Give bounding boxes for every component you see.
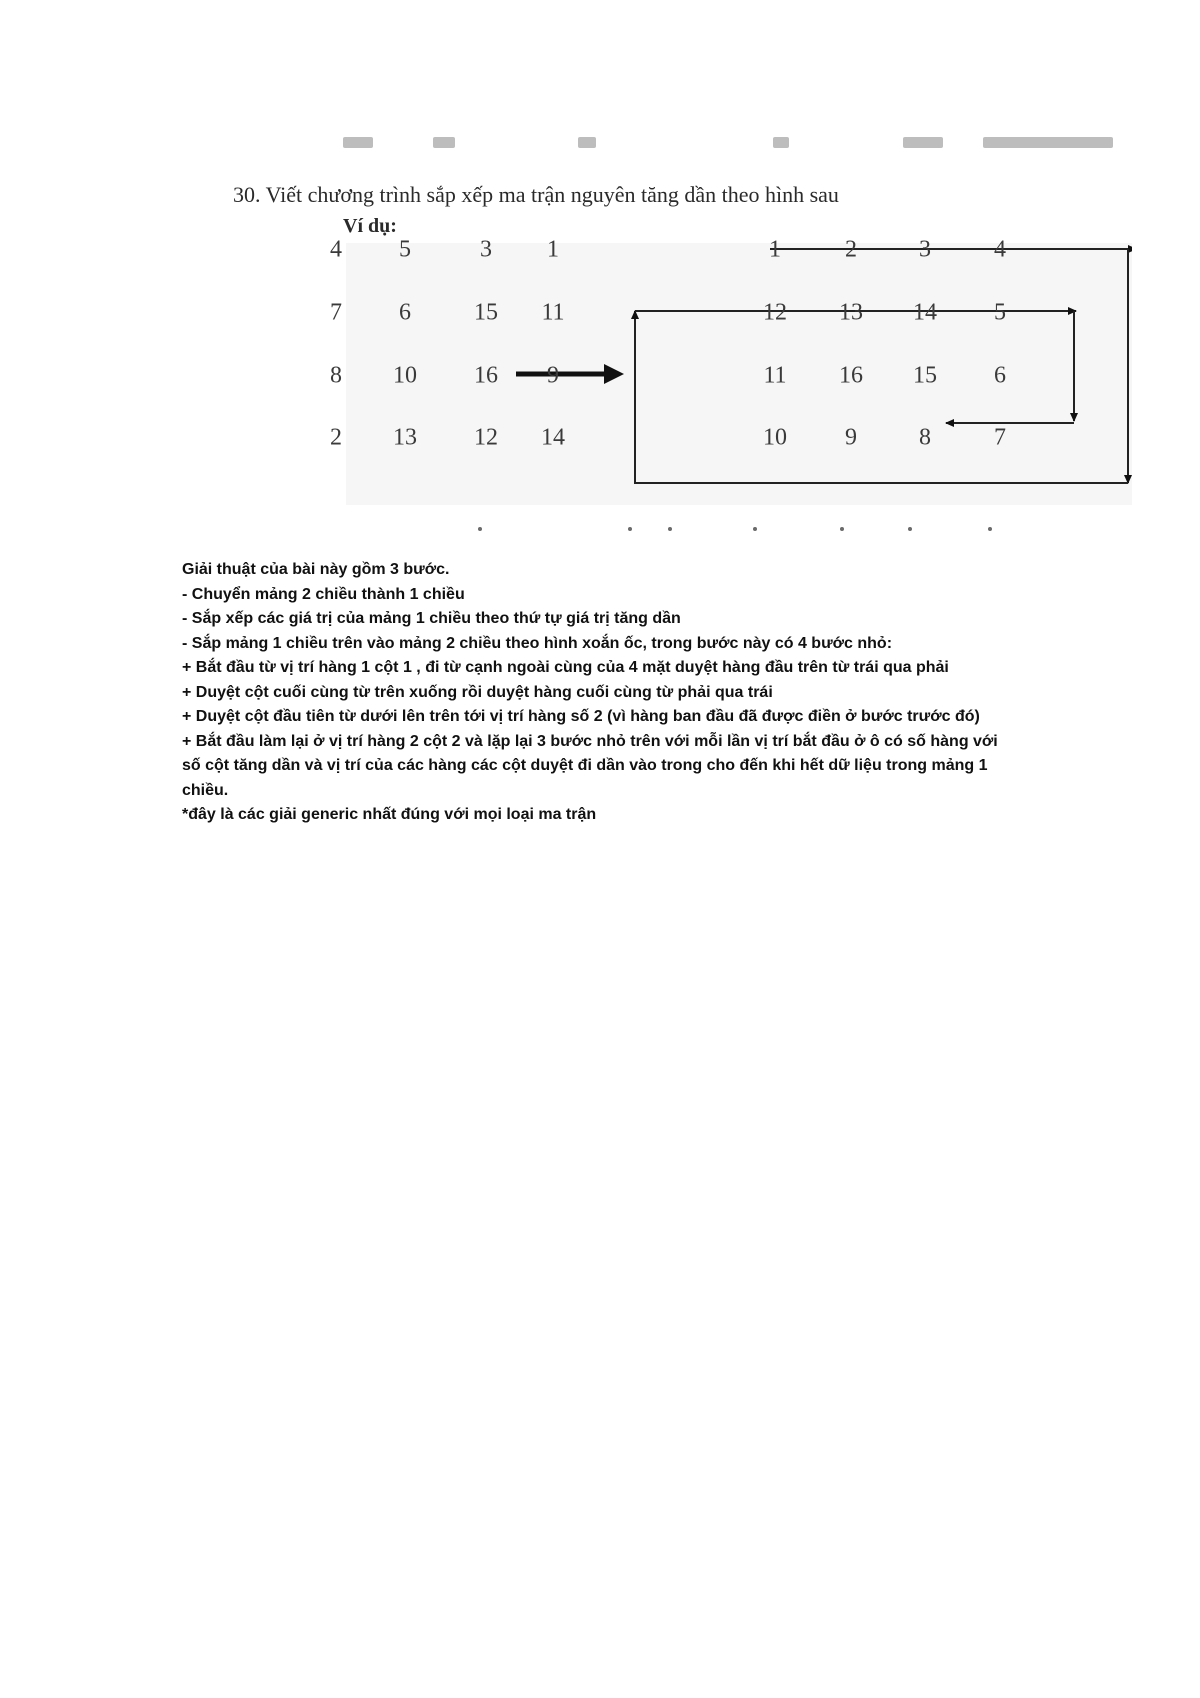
explanation-line: Giải thuật của bài này gồm 3 bước. [182,561,450,578]
output-matrix-cell: 5 [994,299,1006,326]
output-matrix-cell: 15 [913,362,937,389]
output-matrix-cell: 4 [994,236,1006,263]
output-matrix-cell: 2 [845,236,857,263]
explanation-line: *đây là các giải generic nhất đúng với mọi loại ma trận [182,806,597,823]
explanation-line: + Duyệt cột đầu tiên từ dưới lên trên tới vị trí hàng số 2 (vì hàng ban đầu đã được điền ở bước trước đó) [182,708,980,725]
example-label: Ví dụ: [343,215,397,237]
output-matrix-cell: 10 [763,424,787,451]
input-matrix-cell: 6 [399,299,411,326]
output-matrix-cell: 11 [763,362,787,389]
scanned-exercise-image [228,125,1132,540]
output-matrix-cell: 3 [919,236,931,263]
algorithm-explanation [182,558,1012,828]
explanation-line: - Chuyển mảng 2 chiều thành 1 chiều [182,585,465,603]
input-matrix-cell: 13 [393,424,417,451]
input-matrix-cell: 2 [330,424,342,451]
input-matrix-cell: 8 [330,362,342,389]
output-matrix-cell: 12 [763,299,787,326]
input-matrix-cell: 5 [399,236,411,263]
output-matrix-cell: 14 [913,299,937,326]
input-matrix-cell: 3 [480,236,492,263]
explanation-line: - Sắp xếp các giá trị của mảng 1 chiều theo thứ tự giá trị tăng dần [182,610,681,627]
explanation-line: - Sắp mảng 1 chiều trên vào mảng 2 chiều theo hình xoắn ốc, trong bước này có 4 bước nhỏ: [182,634,893,652]
spiral-path-icon [635,249,1132,483]
right-arrow-icon [516,364,624,384]
input-matrix-cell: 16 [474,362,498,389]
input-matrix-cell: 7 [330,299,342,326]
explanation-line: + Bắt đầu từ vị trí hàng 1 cột 1 , đi từ cạnh ngoài cùng của 4 mặt duyệt hàng đầu trên từ trái qua phải [182,659,949,676]
input-matrix-cell: 4 [330,236,342,263]
input-matrix-cell: 9 [547,362,559,389]
output-matrix-cell: 1 [769,236,781,263]
explanation-line: + Bắt đầu làm lại ở vị trí hàng 2 cột 2 và lặp lại 3 bước nhỏ trên với mỗi lần vị trí bắt đầu ở ô có số hàng với số cột tăng dần và vị trí của các hàng các cột duyệt đi dần vào trong cho đến khi hết dữ liệu trong mảng 1 chiều. [182,732,998,799]
output-matrix-cell: 13 [839,299,863,326]
output-matrix-cell: 7 [994,424,1006,451]
input-matrix-cell: 1 [547,236,559,263]
explanation-line: + Duyệt cột cuối cùng từ trên xuống rồi duyệt hàng cuối cùng từ phải qua trái [182,683,773,701]
input-matrix-cell: 14 [541,424,565,451]
output-matrix-cell: 6 [994,362,1006,389]
cropped-next-line [228,525,1132,535]
input-matrix-cell: 10 [393,362,417,389]
output-matrix-cell: 9 [845,424,857,451]
question-heading: 30. Viết chương trình sắp xếp ma trận nguyên tăng dần theo hình sau [233,182,839,207]
example-figure-arrows [346,243,1132,505]
input-matrix-cell: 15 [474,299,498,326]
input-matrix-cell: 11 [541,299,565,326]
input-matrix-cell: 12 [474,424,498,451]
cropped-previous-line [343,137,1103,151]
output-matrix-cell: 8 [919,424,931,451]
output-matrix-cell: 16 [839,362,863,389]
